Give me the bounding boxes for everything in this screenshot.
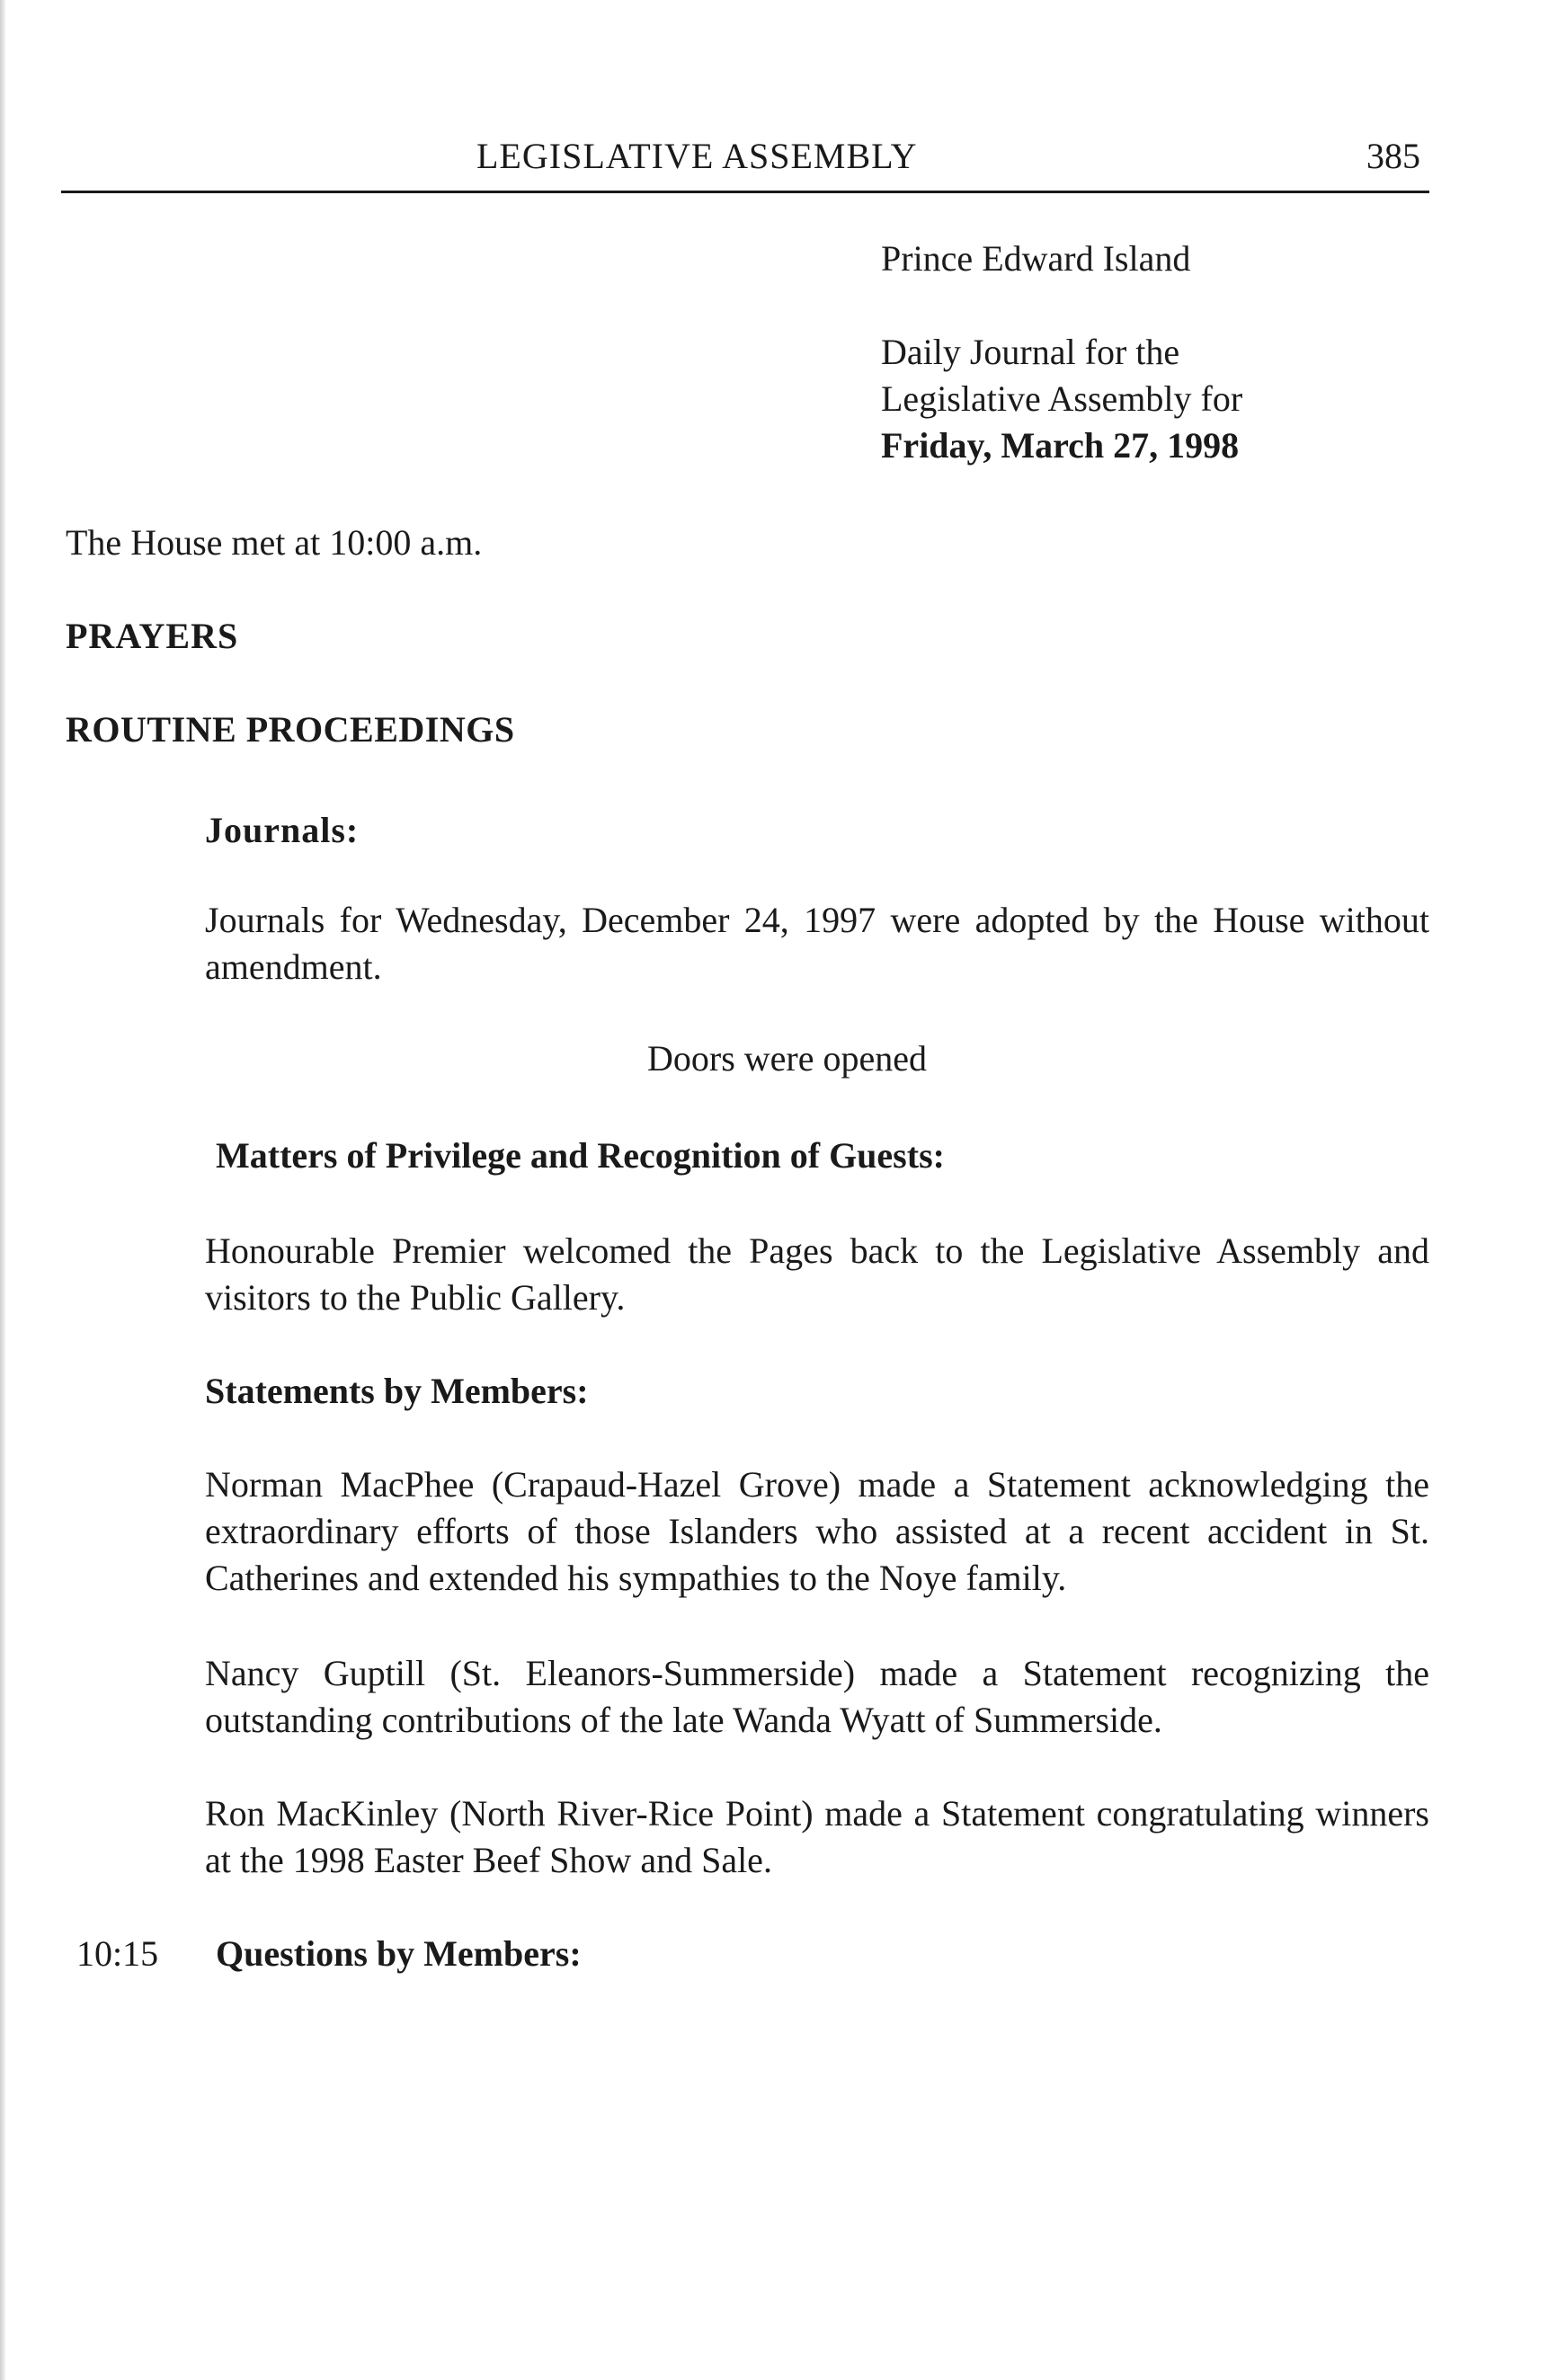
journals-heading: Journals: [205,810,360,850]
routine-proceedings-heading: ROUTINE PROCEEDINGS [66,709,515,750]
doors-opened-note: Doors were opened [647,1038,927,1079]
privilege-paragraph: Honourable Premier welcomed the Pages back to the Legislative Assembly and visitors to the Public Gallery. [205,1230,1429,1318]
page-number: 385 [1366,136,1420,176]
questions-time: 10:15 [76,1933,159,1974]
privilege-heading: Matters of Privilege and Recognition of Guests: [216,1135,945,1176]
house-met-line: The House met at 10:00 a.m. [66,522,483,563]
header-rule [61,191,1429,193]
scan-edge-shadow [0,0,5,2380]
journals-paragraph: Journals for Wednesday, December 24, 1997 were adopted by the House without amendment. [205,900,1429,987]
journal-date: Friday, March 27, 1998 [881,425,1240,466]
title-block [881,235,1242,469]
statements-heading: Statements by Members: [205,1371,589,1411]
prayers-heading: PRAYERS [66,616,239,656]
statement-mackinley: Ron MacKinley (North River-Rice Point) made a Statement congratulating winners at the 1998 Easter Beef Show and Sale. [205,1793,1429,1880]
title-spacer [881,282,1242,329]
journal-title-line-1: Daily Journal for the [881,332,1180,372]
statement-macphee: Norman MacPhee (Crapaud-Hazel Grove) made a Statement acknowledging the extraordinary efforts of those Islanders who assisted at a recent accident in St. Catherines and extended his sympathies to the Noye family. [205,1464,1429,1598]
province-name: Prince Edward Island [881,238,1191,279]
statement-guptill: Nancy Guptill (St. Eleanors-Summerside) made a Statement recognizing the outstanding contributions of the late Wanda Wyatt of Summerside. [205,1653,1429,1740]
journal-title-line-2: Legislative Assembly for [881,378,1243,419]
running-head: LEGISLATIVE ASSEMBLY [476,136,918,176]
questions-heading: Questions by Members: [216,1933,582,1974]
